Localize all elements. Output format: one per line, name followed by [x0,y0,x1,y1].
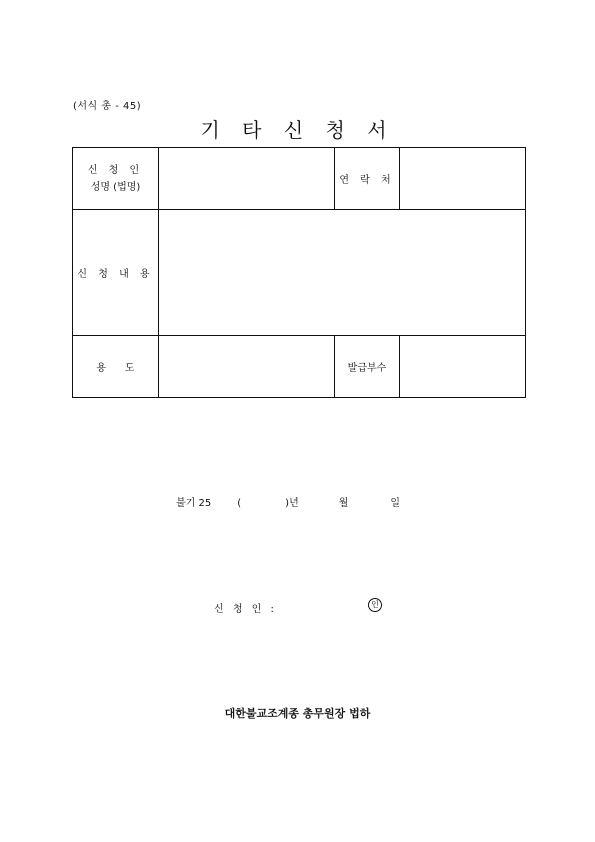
row-applicant [73,148,526,210]
usage-label-char-1: 용 [96,363,107,374]
applicant-label: 신 청 인 [87,164,144,176]
era-year: 25 [198,498,212,509]
month-unit: 월 [338,498,349,509]
document-title: 기 타 신 청 서 [200,118,395,142]
day-unit: 일 [390,498,401,509]
usage-label-char-2: 도 [124,363,135,374]
row-usage [73,336,526,398]
contact-field[interactable] [400,148,526,210]
paren-close: ) [285,498,290,509]
paren-open: ( [237,498,242,509]
contact-label: 연 락 처 [335,148,400,210]
addressee: 대한불교조계종 총무원장 법하 [224,707,371,720]
year-unit: 년 [289,498,299,509]
copies-label: 발급부수 [335,336,400,398]
request-content-label: 신 청 내 용 [73,210,159,336]
name-dharma-name-label: 성명 (법명) [90,181,141,193]
application-form-table [72,147,526,398]
applicant-name-label-cell [73,148,159,210]
row-request-content [73,210,526,336]
request-content-field[interactable] [159,210,526,336]
applicant-signature-label: 신 청 인 : [214,604,277,615]
usage-field[interactable] [159,336,335,398]
era-label: 불기 [176,498,196,509]
date-line [176,494,400,509]
usage-label-cell [73,336,159,398]
seal-mark: 인 [368,598,382,612]
copies-field[interactable] [400,336,526,398]
applicant-name-field[interactable] [159,148,335,210]
form-code: (서식 총 - 45) [73,101,142,112]
